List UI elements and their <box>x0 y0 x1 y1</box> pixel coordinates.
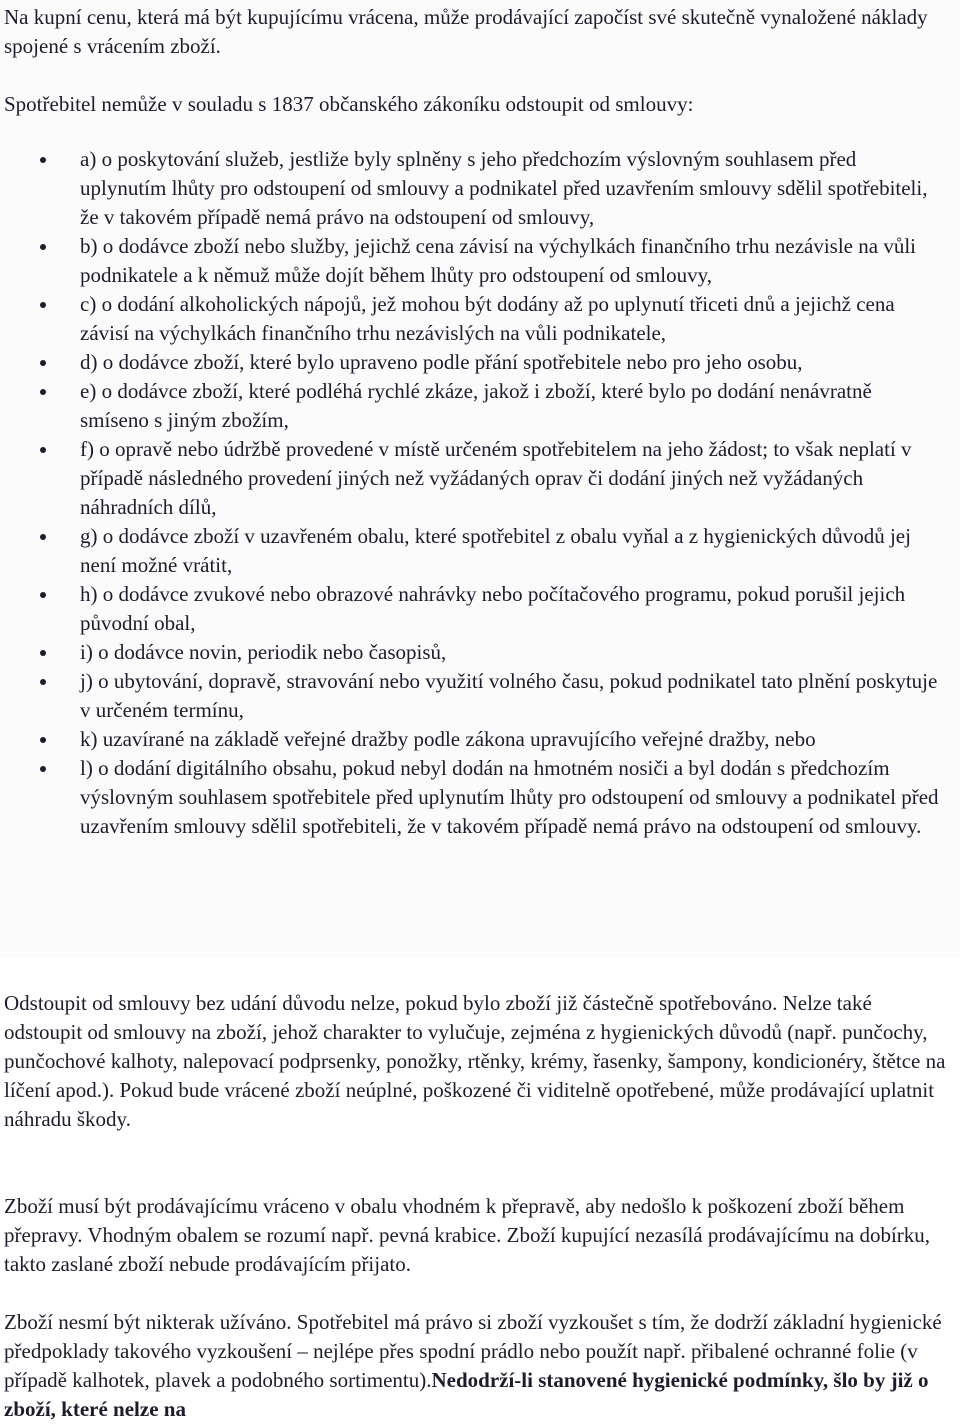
list-item <box>40 667 940 725</box>
bullet-icon <box>40 592 46 598</box>
list-item <box>40 754 940 841</box>
list-item <box>40 377 940 435</box>
bullet-icon <box>40 650 46 656</box>
list-item-text: k) uzavírané na základě veřejné dražby podle zákona upravujícího veřejné dražby, nebo <box>80 727 816 751</box>
list-item-text: j) o ubytování, dopravě, stravování nebo využití volného času, pokud podnikatel tato plnění poskytuje v určeném termínu, <box>80 669 938 722</box>
usage-paragraph <box>4 1308 954 1424</box>
bullet-icon <box>40 389 46 395</box>
list-item-text: i) o dodávce novin, periodik nebo časopisů, <box>80 640 447 664</box>
packaging-paragraph: Zboží musí být prodávajícímu vráceno v obalu vhodném k přepravě, aby nedošlo k poškození zboží během přepravy. Vhodným obalem se rozumí např. pevná krabice. Zboží kupující nezasílá prodávajícímu na dobírku, takto zaslané zboží nebude prodávajícím přijato. <box>4 1194 931 1276</box>
bullet-icon <box>40 534 46 540</box>
consumed-goods-paragraph: Odstoupit od smlouvy bez udání důvodu nelze, pokud bylo zboží již částečně spotřebováno. Nelze také odstoupit od smlouvy na zboží, jehož charakter to vylučuje, zejména z hygienických důvodů (např. punčochy, punčochové kalhoty, nalepovací podprsenky, ponožky, rtěnky, krémy, řasenky, šampony, kondicionéry, štětce na líčení apod.). Pokud bude vrácené zboží neúplné, poškozené či viditelně opotřebené, může prodávající uplatnit náhradu škody. <box>4 991 946 1131</box>
list-item <box>40 522 940 580</box>
bullet-icon <box>40 766 46 772</box>
list-item <box>40 145 940 232</box>
bullet-icon <box>40 244 46 250</box>
list-item-text: e) o dodávce zboží, které podléhá rychlé zkáze, jakož i zboží, které bylo po dodání nenávratně smíseno s jiným zbožím, <box>80 379 872 432</box>
list-item <box>40 638 940 667</box>
refund-costs-paragraph: Na kupní cenu, která má být kupujícímu vrácena, může prodávající započíst své skutečně vynaložené náklady spojené s vrácením zboží. <box>4 5 928 58</box>
list-item-text: g) o dodávce zboží v uzavřeném obalu, které spotřebitel z obalu vyňal a z hygienických důvodů jej není možné vrátit, <box>80 524 911 577</box>
bullet-icon <box>40 157 46 163</box>
list-item-text: h) o dodávce zvukové nebo obrazové nahrávky nebo počítačového programu, pokud porušil jejich původní obal, <box>80 582 906 635</box>
list-item <box>40 290 940 348</box>
list-item-text: c) o dodání alkoholických nápojů, jež mohou být dodány až po uplynutí třiceti dnů a jejichž cena závisí na výchylkách finančního trhu nezávislých na vůli podnikatele, <box>80 292 895 345</box>
list-item <box>40 232 940 290</box>
list-item-text: b) o dodávce zboží nebo služby, jejichž cena závisí na výchylkách finančního trhu nezávisle na vůli podnikatele a k němuž může dojít během lhůty pro odstoupení od smlouvy, <box>80 234 916 287</box>
list-item <box>40 580 940 638</box>
list-item-text: a) o poskytování služeb, jestliže byly splněny s jeho předchozím výslovným souhlasem před uplynutím lhůty pro odstoupení od smlouvy a podnikatel před uzavřením smlouvy sdělil spotřebiteli, že v takovém případě nemá právo na odstoupení od smlouvy, <box>80 147 928 229</box>
bullet-icon <box>40 360 46 366</box>
list-item <box>40 435 940 522</box>
bullet-icon <box>40 302 46 308</box>
withdrawal-exceptions-list <box>40 145 940 841</box>
list-item-text: f) o opravě nebo údržbě provedené v místě určeném spotřebitelem na jeho žádost; to však neplatí v případě následného provedení jiných než vyžádaných oprav či dodání jiných než vyžádaných náhradních dílů, <box>80 437 912 519</box>
bullet-icon <box>40 737 46 743</box>
list-item <box>40 348 940 377</box>
list-item-text: l) o dodání digitálního obsahu, pokud nebyl dodán na hmotném nosiči a byl dodán s předchozím výslovným souhlasem spotřebitele před uplynutím lhůty pro odstoupení od smlouvy a podnikatel před uzavřením smlouvy sdělil spotřebiteli, že v takovém případě nemá právo na odstoupení od smlouvy. <box>80 756 939 838</box>
list-item <box>40 725 940 754</box>
withdrawal-exceptions-heading: Spotřebitel nemůže v souladu s 1837 občanského zákoníku odstoupit od smlouvy: <box>4 92 694 116</box>
bullet-icon <box>40 679 46 685</box>
usage-bold-text: Nedodrží-li stanovené hygienické podmínky, šlo by již o zboží, které nelze na <box>4 1368 929 1421</box>
list-item-text: d) o dodávce zboží, které bylo upraveno podle přání spotřebitele nebo pro jeho osobu, <box>80 350 803 374</box>
bullet-icon <box>40 447 46 453</box>
usage-text: Zboží nesmí být nikterak užíváno. Spotřebitel má právo si zboží vyzkoušet s tím, že dodrží základní hygienické předpoklady takového vyzkoušení – nejlépe přes spodní prádlo nebo použít např. přibalené ochranné folie (v případě kalhotek, plavek a podobného sortimentu). <box>4 1310 942 1392</box>
